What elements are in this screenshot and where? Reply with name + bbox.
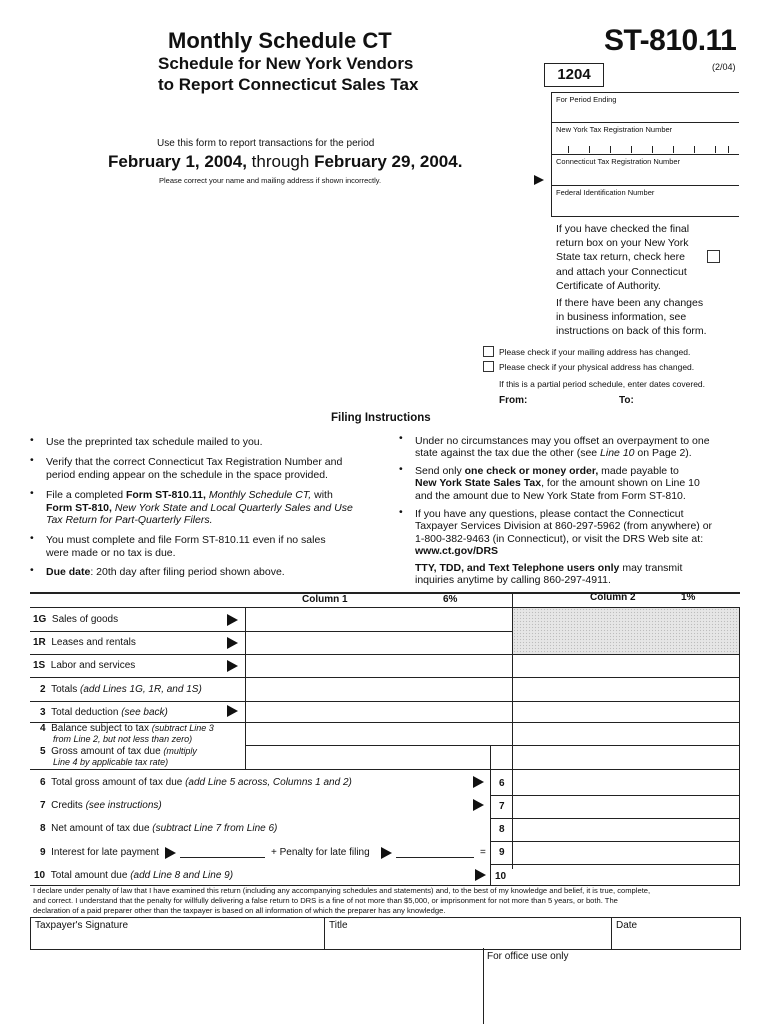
line-4-column-1-input[interactable] — [246, 723, 512, 745]
line-6-label — [40, 777, 352, 788]
column-2-rate: 1% — [681, 592, 696, 603]
line-6-input[interactable] — [513, 770, 739, 795]
to-label: To: — [619, 395, 634, 406]
line-8-box-number: 8 — [499, 824, 505, 835]
line-10-box-number: 10 — [495, 871, 507, 882]
line-number: 4 — [40, 723, 46, 734]
mailing-address-label: Please check if your mailing address has changed. — [499, 347, 691, 357]
form-code-box — [544, 63, 604, 87]
instruction-line: Taxpayer Services Division at 860-297-5962 (from anywhere) or — [415, 520, 713, 533]
line-text: Totals — [51, 684, 81, 695]
line-number: 1R — [33, 637, 46, 648]
line-4-column-2-input[interactable] — [513, 723, 739, 745]
line-6-box-number: 6 — [499, 778, 505, 789]
line-instruction: (subtract Line 7 from Line 6) — [152, 823, 278, 834]
form-reference: Form ST-810, — [46, 501, 112, 514]
correct-address-note: Please correct your name and mailing address if shown incorrectly. — [159, 176, 382, 185]
form-title-ref: Monthly Schedule CT, — [205, 489, 312, 501]
column-1-rate: 6% — [443, 594, 458, 605]
declaration-text — [33, 886, 650, 916]
line-instruction: (see back) — [121, 707, 168, 718]
line-2-column-1-input[interactable] — [246, 678, 512, 701]
line-5-column-2-input[interactable] — [513, 746, 739, 769]
instruction-text: state against the tax due the other (see — [415, 447, 601, 460]
arrow-icon — [227, 659, 238, 677]
penalty-input[interactable] — [396, 847, 474, 858]
partial-period-label: If this is a partial period schedule, enter dates covered. — [499, 379, 706, 389]
period-dates — [108, 152, 462, 172]
line-number: 6 — [40, 777, 46, 788]
arrow-icon — [227, 704, 238, 722]
payee-name: New York State Sales Tax — [415, 477, 542, 490]
line-1r-label — [33, 637, 136, 648]
line-number: 5 — [40, 746, 46, 757]
line-7-label — [40, 800, 162, 811]
office-use-label: For office use only — [487, 951, 569, 962]
line-10-input[interactable] — [513, 865, 739, 885]
line-7-input[interactable] — [513, 796, 739, 818]
arrow-icon — [165, 846, 176, 864]
line-1g-label — [33, 614, 118, 625]
form-subtitle-2: to Report Connecticut Sales Tax — [158, 75, 419, 94]
form-title-ref: New York State and Local Quarterly Sales and Use — [111, 501, 353, 514]
line-reference: Line 10 — [600, 447, 635, 460]
line-1g-column-1-input[interactable] — [246, 608, 512, 631]
due-date-text: : 20th day after filing period shown above. — [90, 566, 285, 578]
line-1s-column-2-input[interactable] — [513, 655, 739, 677]
line-2-column-2-input[interactable] — [513, 678, 739, 701]
line-7-box-number: 7 — [499, 801, 505, 812]
ny-registration-label: New York Tax Registration Number — [556, 125, 673, 134]
line-instruction: (add Line 8 and Line 9) — [130, 870, 234, 881]
arrow-icon — [227, 613, 238, 631]
arrow-icon — [381, 846, 392, 864]
line-text: Total gross amount of tax due — [51, 777, 186, 788]
form-subtitle-1: Schedule for New York Vendors — [158, 54, 414, 73]
line-3-label — [40, 707, 168, 718]
mailing-address-checkbox[interactable] — [483, 346, 494, 357]
ct-registration-label: Connecticut Tax Registration Number — [556, 157, 681, 166]
instruction-emphasis: TTY, TDD, and Text Telephone users only — [415, 562, 620, 574]
final-return-line: return box on your New York — [556, 237, 689, 250]
instruction-text: , for the amount shown on Line 10 — [541, 477, 700, 490]
line-instruction: (add Lines 1G, 1R, and 1S) — [80, 684, 202, 695]
title-label: Title — [329, 920, 348, 931]
form-reference: Form ST-810.11, — [125, 489, 206, 501]
line-1r-column-1-input[interactable] — [246, 632, 512, 654]
line-4-label — [40, 723, 214, 745]
line-number: 9 — [40, 847, 46, 858]
changes-line: in business information, see — [556, 311, 687, 324]
line-instruction: (subtract Line 3 — [151, 723, 214, 733]
instruction-item — [415, 435, 710, 460]
form-title-ref: Tax Return for Part-Quarterly Filers. — [46, 514, 213, 527]
line-10-label — [34, 870, 233, 881]
line-9-label — [40, 847, 159, 858]
arrow-icon — [473, 798, 484, 816]
instruction-text: on Page 2). — [634, 447, 692, 460]
line-5-label — [40, 746, 197, 768]
period-end: February 29, 2004. — [314, 152, 463, 171]
final-return-line: and attach your Connecticut — [556, 265, 687, 278]
period-through: through — [251, 152, 310, 171]
line-9-box-number: 9 — [499, 847, 505, 858]
column-1-header: Column 1 — [302, 594, 348, 605]
line-2-label — [40, 684, 202, 695]
penalty-label: + Penalty for late filing — [271, 847, 370, 858]
period-ending-label: For Period Ending — [556, 95, 617, 104]
instruction-line: If you have any questions, please contact the Connecticut — [415, 508, 684, 520]
line-1s-column-1-input[interactable] — [246, 655, 512, 677]
instruction-line: inquiries anytime by calling 860-297-4911. — [415, 574, 611, 587]
line-instruction: (add Line 5 across, Columns 1 and 2) — [185, 777, 352, 788]
federal-id-label: Federal Identification Number — [556, 188, 655, 197]
declaration-line: and correct. I understand that the penalty for willfully delivering a false return to DRS is a fine of not more than $5,000, or imprisonment for not more than 5 years, or both. The — [33, 896, 618, 905]
instruction-line: were made or no tax is due. — [46, 546, 176, 559]
line-instruction: (see instructions) — [85, 800, 162, 811]
line-number: 3 — [40, 707, 46, 718]
date-label: Date — [616, 920, 638, 931]
final-return-text — [556, 222, 689, 293]
instruction-line: period ending appear on the schedule in the space provided. — [46, 468, 328, 481]
form-number: ST-810.11 — [604, 24, 737, 57]
from-label: From: — [499, 395, 528, 406]
line-instruction: from Line 2, but not less than zero) — [53, 734, 193, 744]
instruction-item — [46, 566, 285, 579]
column-2-header: Column 2 — [590, 592, 636, 603]
declaration-line: declaration of a paid preparer other than the taxpayer is based on all information of which the preparer has any knowledge. — [33, 906, 446, 915]
final-return-line: If you have checked the final — [556, 223, 690, 235]
changes-line: instructions on back of this form. — [556, 325, 707, 338]
line-text: Leases and rentals — [51, 637, 136, 648]
line-text: Labor and services — [50, 660, 136, 671]
final-return-line: Certificate of Authority. — [556, 279, 661, 292]
form-title: Monthly Schedule CT — [168, 28, 392, 53]
instruction-item: Use the preprinted tax schedule mailed to you. — [46, 436, 263, 448]
physical-address-checkbox[interactable] — [483, 361, 494, 372]
instruction-line: You must complete and file Form ST-810.11 even if no sales — [46, 534, 326, 546]
instruction-item — [46, 534, 326, 559]
arrow-icon — [227, 636, 238, 654]
instruction-text: made payable to — [598, 465, 679, 477]
line-8-input[interactable] — [513, 819, 739, 841]
line-3-column-2-input[interactable] — [513, 702, 739, 722]
line-instruction: Line 4 by applicable tax rate) — [53, 757, 169, 767]
instruction-emphasis: one check or money order, — [464, 465, 599, 477]
date-field[interactable] — [612, 932, 738, 948]
line-number: 7 — [40, 800, 46, 811]
instruction-line: Under no circumstances may you offset an overpayment to one — [415, 435, 710, 447]
ny-registration-field[interactable] — [556, 146, 734, 153]
to-date-field[interactable] — [640, 395, 735, 407]
shaded-cell — [513, 608, 739, 654]
form-code: 1204 — [557, 66, 591, 83]
instruction-item — [415, 465, 700, 502]
arrow-icon — [475, 868, 486, 886]
line-text: Total deduction — [51, 707, 122, 718]
instruction-item — [46, 456, 342, 481]
instruction-line: 1-800-382-9463 (in Connecticut), or visit the DRS Web site at: — [415, 532, 704, 545]
final-return-checkbox[interactable] — [707, 250, 720, 263]
declaration-line: I declare under penalty of law that I have examined this return (including any accompanying schedules and statements) and, to the best of my knowledge and belief, it is true, complete, — [33, 886, 651, 895]
line-text: Net amount of tax due — [51, 823, 153, 834]
changes-line: If there have been any changes — [556, 297, 704, 309]
line-number: 10 — [34, 870, 46, 881]
line-text: Balance subject to tax — [51, 723, 152, 734]
line-text: Gross amount of tax due — [51, 746, 164, 757]
line-1s-label — [33, 660, 135, 671]
line-instruction: (multiply — [163, 746, 197, 756]
due-date-label: Due date — [46, 566, 91, 578]
arrow-icon — [473, 775, 484, 793]
taxpayer-signature-label: Taxpayer's Signature — [35, 920, 129, 931]
instruction-line: and the amount due to New York State from Form ST-810. — [415, 489, 686, 502]
instruction-text: Send only — [415, 465, 465, 477]
interest-input[interactable] — [180, 847, 265, 858]
instruction-line: Verify that the correct Connecticut Tax Registration Number and — [46, 456, 343, 468]
instruction-text: with — [311, 489, 333, 501]
instruction-item — [46, 489, 353, 527]
line-text: Total amount due — [50, 870, 131, 881]
business-changes-text — [556, 296, 707, 339]
instruction-text: may transmit — [619, 562, 683, 574]
taxpayer-signature-field[interactable] — [31, 932, 323, 948]
line-number: 8 — [40, 823, 46, 834]
line-number: 1S — [33, 660, 46, 671]
instruction-item — [415, 508, 712, 558]
from-date-field[interactable] — [535, 395, 613, 407]
period-start: February 1, 2004, — [108, 152, 247, 171]
line-number: 2 — [40, 684, 46, 695]
equals-sign: = — [480, 847, 486, 858]
line-8-label — [40, 823, 277, 834]
address-pointer-icon — [534, 172, 544, 190]
line-5-column-1-input[interactable] — [246, 746, 490, 769]
instruction-item — [415, 562, 682, 587]
filing-instructions-heading: Filing Instructions — [331, 412, 431, 424]
form-revision: (2/04) — [712, 62, 736, 72]
period-instruction: Use this form to report transactions for the period — [157, 138, 375, 149]
line-text: Sales of goods — [51, 614, 119, 625]
line-text: Interest for late payment — [51, 847, 159, 858]
line-9-input[interactable] — [513, 842, 739, 864]
physical-address-label: Please check if your physical address has changed. — [499, 362, 695, 372]
drs-website-link[interactable]: www.ct.gov/DRS — [415, 545, 499, 558]
line-text: Credits — [51, 800, 86, 811]
instruction-text: File a completed — [46, 489, 126, 501]
line-number: 1G — [33, 614, 47, 625]
line-3-column-1-input[interactable] — [246, 702, 512, 722]
title-field[interactable] — [325, 932, 610, 948]
final-return-line: State tax return, check here — [556, 251, 685, 264]
